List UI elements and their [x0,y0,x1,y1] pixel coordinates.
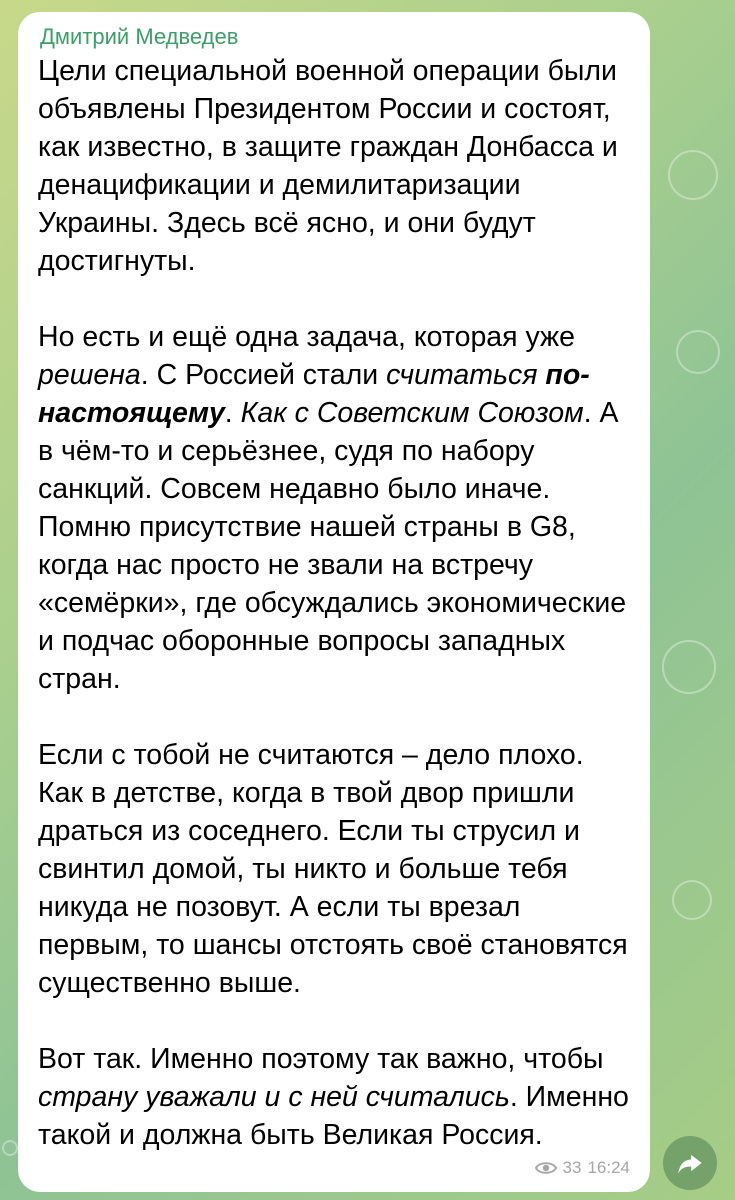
message-bubble [18,12,650,1192]
text-run: . [224,397,241,429]
wallpaper-doodle [668,150,718,200]
wallpaper-doodle [2,1140,18,1156]
message-paragraph [38,52,630,280]
text-run: Но есть и ещё одна задача, которая уже [38,321,575,353]
message-paragraph [38,318,630,698]
text-run: . А в чём-то и серьёзнее, судя по набору санкций. Совсем недавно было иначе. Помню присутствие нашей страны в G8, когда нас просто не звали на встречу «семёрки», где обсуждались экономические и подчас оборонные вопросы западных стран. [38,397,627,695]
wallpaper-doodle [676,330,720,374]
text-run: Как с Советским Союзом [240,397,584,429]
message-paragraph [38,1040,630,1154]
text-run: Цели специальной военной операции были объявлены Президентом России и состоят, как известно, в защите граждан Донбасса и денацификации и демилитаризации Украины. Здесь всё ясно, и они будут достигнуты. [38,55,618,277]
text-run: страну уважали и с ней считались [38,1081,510,1113]
sender-name[interactable]: Дмитрий Медведев [40,24,239,49]
text-run: по-настоящему [38,359,590,429]
message-time: 16:24 [587,1158,630,1177]
view-count: 33 [562,1158,582,1177]
eye-icon [535,1160,557,1176]
text-run: . С Россией стали [140,359,387,391]
text-run: считаться [386,359,546,391]
message-text [38,52,630,1154]
message-meta [535,1158,630,1178]
forward-button[interactable] [663,1136,717,1190]
wallpaper-doodle [662,640,716,694]
message-paragraph [38,736,630,1002]
text-run: Вот так. Именно поэтому так важно, чтобы [38,1043,604,1075]
forward-arrow-icon [676,1149,704,1177]
text-run: Если с тобой не считаются – дело плохо. Как в детстве, когда в твой двор пришли драться из соседнего. Если ты струсил и свинтил домой, ты никто и больше тебя никуда не позовут. А если ты врезал первым, то шансы отстоять своё становятся существенно выше. [38,739,628,999]
text-run: решена [38,359,141,391]
text-run: . Именно такой и должна быть Великая Россия. [38,1081,629,1151]
wallpaper-doodle [672,880,712,920]
